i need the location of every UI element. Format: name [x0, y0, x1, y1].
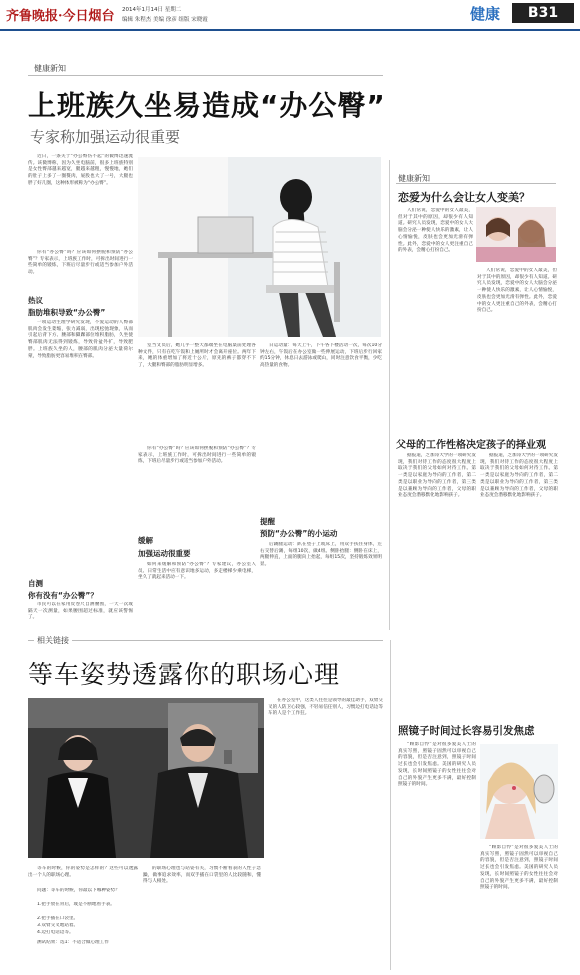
prevent-text: 后踢腿运动：趴在垫子上或床上，用双手扶住身体，左右交替后踢，每组10次，做4组。侧卧抬腿：侧卧在床上，两腿伸直，上面的腿向上抬起，每组15次，坚持锻炼效果明显。	[260, 542, 382, 568]
col2-extra: 你有“办公臀”吗？应该如何摆脱和预防“办公臀”？专家表示，上班族工作时，可拆出时间进行一些简单的锻炼，下班后尽量步行或适当参加户外活动。	[138, 446, 256, 465]
heading-prevent-sub: 预防“办公臀”的小运动	[260, 529, 338, 538]
mirror-body: “顾影自怜”是对很多爱美人士的真实写照，照镜子固然可以审视自己的容貌，但是否注意到，照镜子时间过长也会引发焦虑。美国的研究人员发现，长时间照镜子的女性往往会对自己的外貌产生更多不满，最好控制照镜子的时间。	[398, 742, 476, 788]
heading-hot-sub: 脂肪堆积导致“办公臀”	[28, 308, 106, 317]
bottom-col2: 的职场心理也与站姿有关，习惯不断看表的人性子急躁，做事追求效率，而双手插在口袋里的人比较随和，懂得与人相处。	[143, 866, 261, 885]
paper-name: 齐鲁晚报·今日烟台	[6, 9, 115, 24]
lead-intro: 近日，一条关于“办公臀伤不起”的微博迅速流传。该微博称，因为久坐电脑前，很多上班族特别是女性臀部越来越宽，腿越来越粗，慢慢地，她们的肚子上多了一圈赘肉，屁股也大了一号，大腿也胖了好几圈，这种体形被称为“办公臀”。	[28, 154, 133, 186]
lead-title: 上班族久坐易造成“办公臀”	[28, 89, 386, 122]
right-column-tag: 健康新知	[398, 174, 430, 183]
parents-title: 父母的工作性格决定孩子的择业观	[396, 440, 546, 451]
option-3: 3.双臂交叉地站着。	[37, 923, 79, 928]
heading-self-sub: 你有没有“办公臀”？	[28, 591, 98, 600]
col-divider	[389, 160, 390, 630]
bottom-column-tag: 相关链接	[34, 635, 72, 646]
bottom-col3: 在办公室中，这类人往往是领导的最佳助手，双臂交叉的人防卫心较强，不轻易信任别人，习惯边打电话边等车的人是个工作狂。	[268, 698, 383, 717]
parents-body: 据报道，芝加哥大学的一项研究发现，我们对待工作的态度很大程度上取决于我们的父母如何对待工作。第一类是以家庭为导向的工作者，第二类是以职业为导向的工作者，第三类是以兼顾为导向的工作者，父母的职业态度会潜移默化地影响孩子。	[398, 453, 476, 499]
col2-text: 室当文员后，她几乎一整天都端坐在电脑桌前处理各种文件，只有在吃午饭和上厕所时才会离开座位。两年下来，她的体重增加了将近十公斤，原先的裤子都穿不下了，大腿和臀部的脂肪明显增多。	[138, 343, 256, 369]
love-body: 人们常说，恋爱中的女人最美，但对于其中的原因，却很少有人知道。研究人员发现，恋爱中的女人大脑会分泌一种使人快乐的激素，让人心情愉悦，皮肤也会更加光滑有弹性。此外，恋爱中的女人更注重自己的外表，会精心打扮自己。	[398, 208, 473, 254]
ease-text: 如何来缓解和预防“办公臀”？专家建议，办公室人员、日常生活中应有意识地多运动，多走楼梯少乘电梯，坐久了就起来活动一下。	[138, 562, 256, 581]
mirror-title: 照镜子时间过长容易引发焦虑	[398, 725, 535, 737]
heading-self: 自测	[28, 579, 43, 588]
lead-rule	[28, 75, 383, 76]
bottom-title: 等车姿势透露你的职场心理	[28, 660, 341, 689]
option-1: 1.把手放在背后，或是不断地看手表。	[37, 902, 115, 907]
parents-body-2: 据报道，芝加哥大学的一项研究发现，我们对待工作的态度很大程度上取决于我们的父母如何对待工作。第一类是以家庭为导向的工作者，第二类是以职业为导向的工作者，第三类是以兼顾为导向的工作者，父母的职业态度会潜移默化地影响孩子。	[480, 453, 558, 499]
bottom-rule	[28, 640, 383, 641]
office-woman-photo	[138, 157, 381, 337]
couple-photo	[476, 207, 556, 262]
love-body-2: 人们常说，恋爱中的女人最美，但对于其中的原因，却很少有人知道。研究人员发现，恋爱中的女人大脑会分泌一种使人快乐的激素，让人心情愉悦，皮肤也会更加光滑有弹性。此外，恋爱中的女人更注重自己的外表，会精心打扮自己。	[477, 268, 557, 314]
love-title: 恋爱为什么会让女人变美？	[398, 191, 530, 204]
heading-ease: 缓解	[138, 536, 153, 545]
heading-hot: 热议	[28, 296, 43, 305]
date-line: 2014年1月14日 星期二	[122, 7, 182, 13]
right-divider	[390, 640, 391, 970]
masthead	[0, 0, 580, 29]
self-text: 市民可以在家用皮卷尺自测腰围，一天一次或隔天一次测量，如果腰围超过标准，就应该警惕了。	[28, 602, 133, 621]
editors-line: 编辑 朱程杰 美编 徐彦 组版 宋晓霞	[122, 17, 208, 23]
bottom-question: 问题：等车的时候，你最以下哪种姿势？	[37, 888, 120, 893]
mirror-body-2: “顾影自怜”是对很多爱美人士的真实写照，照镜子固然可以审视自己的容貌，但是否注意到，照镜子时间过长也会引发焦虑。美国的研究人员发现，长时间照镜子的女性往往会对自己的外貌产生更多不满，最好控制照镜子的时间。	[480, 845, 558, 891]
lead-intro-2: 你有“办公臀”吗？应该如何摆脱和预防“办公臀”？专家表示，上班族工作时，可拆出时间进行一些简单的锻炼，下班后尽量步行或适当参加户外活动。	[28, 250, 133, 276]
header-rule	[0, 29, 580, 31]
bottom-answer: 测试结果：选1：不适合做心理工作	[37, 940, 109, 945]
right-top-rule	[396, 183, 556, 184]
option-4: 4.边打电话边等。	[37, 930, 74, 935]
option-2: 2.把手插在口袋里。	[37, 916, 79, 921]
column-tag: 健康新知	[34, 64, 66, 73]
heading-prevent: 提醒	[260, 517, 275, 526]
commuters-photo	[28, 698, 264, 858]
hot-text: 一项运动生理学研究发现，不爱运动的人臀部肌肉会发生萎缩，张力减弱，出现松弛现象，从而引起后背下方、腰部和脚踝部位堆积脂肪，久坐使臀部肌肉无法得到锻炼，导致骨盆外扩，导致肥胖。上班族久坐的人，腰部的肌肉分泌大量荷尔蒙，导致脂肪更容易堆积在臀部。	[28, 320, 133, 359]
heading-ease-sub: 加强运动很重要	[138, 549, 191, 558]
bottom-col1-intro: 等车的时候，你的姿势是怎样的？这些可以透露出一个人的职场心理。	[28, 866, 138, 878]
col3-text: 日运动量：每天上午，下午各下楼活动一次，每次10分钟左右，午饭后在办公室做一些伸展运动，下班后步行回家约15分钟，休息日去游泳或爬山，同时注意饮食平衡，少吃高热量的食物。	[260, 343, 382, 369]
mirror-woman-photo	[480, 744, 558, 839]
lead-subtitle: 专家称加强运动很重要	[30, 128, 181, 146]
section-name: 健康	[470, 5, 501, 23]
page-badge: B31	[512, 3, 574, 23]
